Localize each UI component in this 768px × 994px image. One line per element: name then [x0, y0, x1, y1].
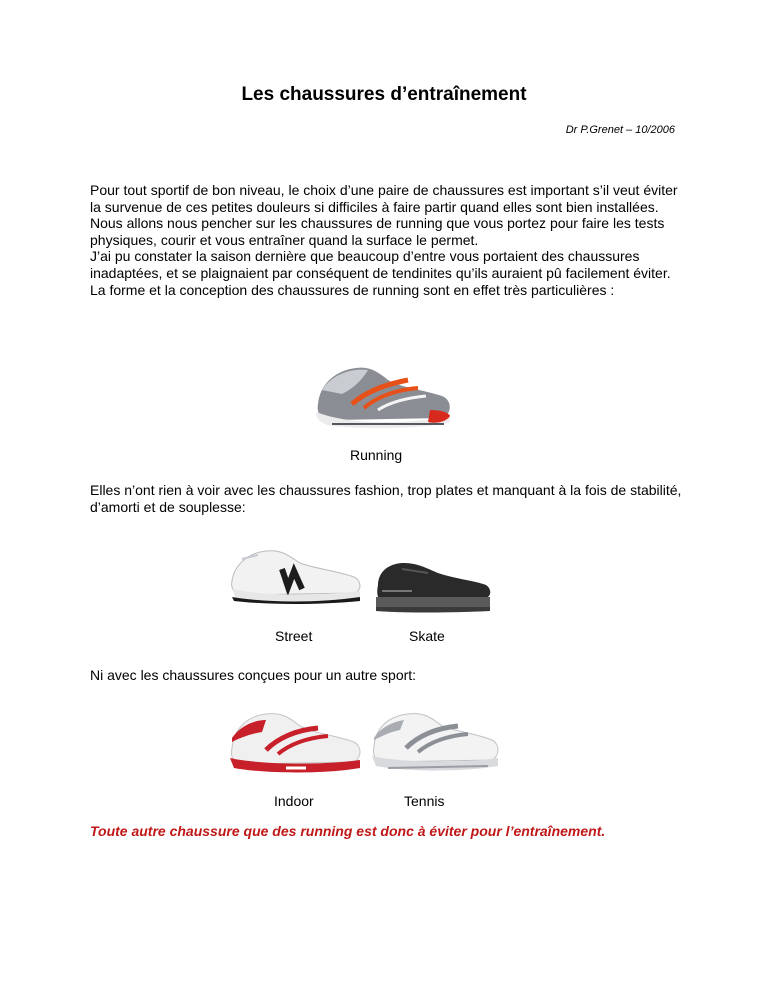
intro-paragraph: [90, 182, 690, 298]
skate-shoe-image: [372, 557, 494, 615]
fashion-paragraph: Elles n’ont rien à voir avec les chaussures fashion, trop plates et manquant à la fois de stabilité, d’amorti et de souplesse:: [90, 482, 682, 515]
sport-paragraph: Ni avec les chaussures conçues pour un autre sport:: [90, 667, 417, 683]
document-title: Les chaussures d’entraînement: [241, 84, 527, 105]
caption-street: Street: [275, 628, 313, 644]
intro-line-3: J’ai pu constater la saison dernière que beaucoup d’entre vous portaient des chaussures inadaptées, et se plaignaient par conséquent de tendinites qu’ils auraient pû facilement éviter.: [90, 248, 671, 281]
street-shoe-image: [228, 547, 364, 605]
intro-line-2: Nous allons nous pencher sur les chaussures de running que vous portez pour faire les tests physiques, courir et vous entraîner quand la surface le permet.: [90, 215, 665, 248]
caption-skate: Skate: [409, 628, 445, 644]
intro-line-1: Pour tout sportif de bon niveau, le choix d’une paire de chaussures est important s’il veut éviter la survenue de ces petites douleurs si difficiles à faire partir quand elles sont bien installées.: [90, 182, 678, 215]
caption-indoor: Indoor: [274, 793, 314, 809]
intro-line-4: La forme et la conception des chaussures de running sont en effet très particulières :: [90, 281, 615, 298]
caption-tennis: Tennis: [404, 793, 445, 809]
conclusion-statement: Toute autre chaussure que des running est donc à éviter pour l’entraînement.: [90, 823, 606, 839]
author-date: Dr P.Grenet – 10/2006: [565, 124, 675, 136]
tennis-shoe-image: [368, 708, 502, 772]
caption-running: Running: [350, 447, 403, 463]
indoor-shoe-image: [226, 708, 364, 776]
running-shoe-image: [312, 360, 454, 430]
